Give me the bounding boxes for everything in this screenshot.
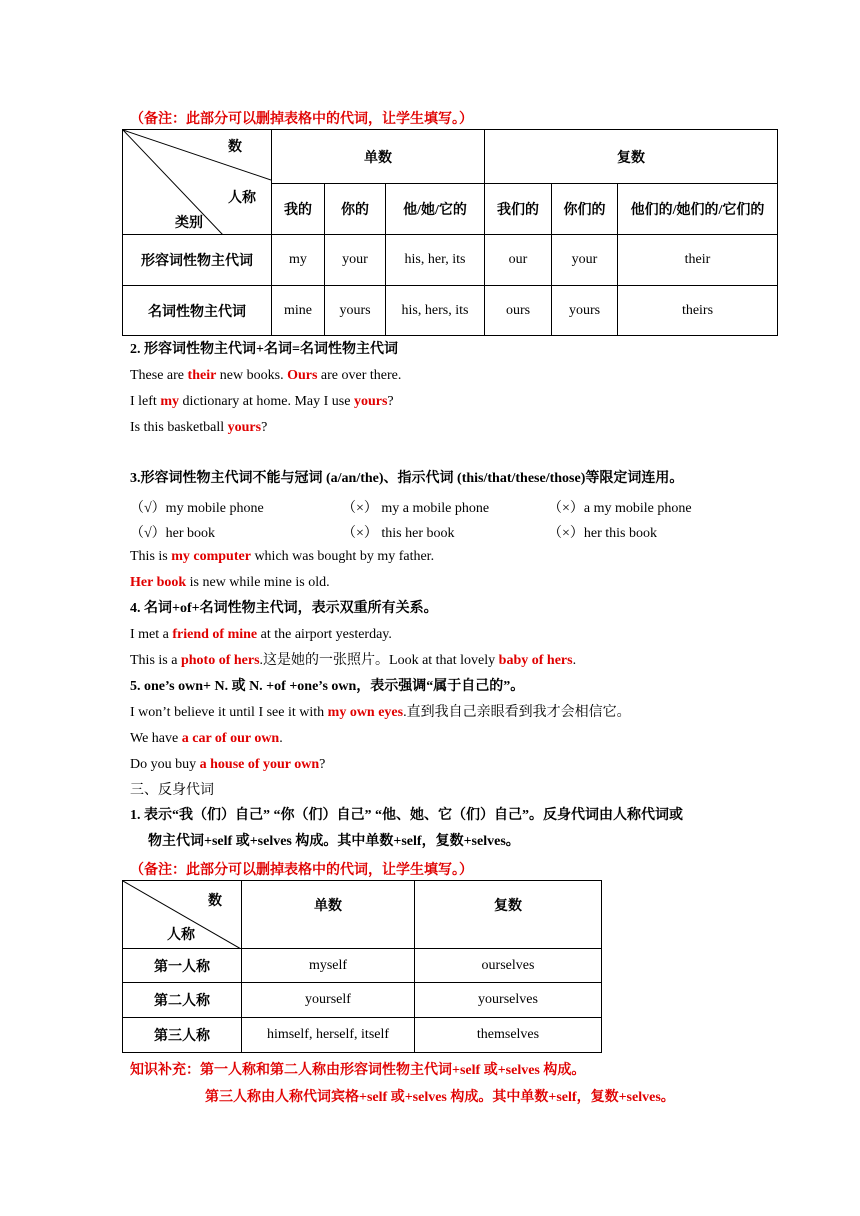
teacher-note: （备注：此部分可以删掉表格中的代词，让学生填写。） [130,112,473,127]
row-label: 第二人称 [123,983,242,1018]
table-row [123,949,602,983]
diagonal-header-cell [123,130,272,235]
row-label: 形容词性物主代词 [123,235,272,286]
header-person: 人称 [167,928,195,943]
table-cell: yourselves [415,983,602,1018]
person-cell: 你们的 [552,184,618,235]
person-cell: 我的 [272,184,325,235]
header-person: 人称 [228,191,256,206]
example-sentence: Is this basketball yours? [130,420,268,435]
example-sentence: We have a car of our own. [130,731,283,746]
table-cell: theirs [618,286,778,336]
table-cell: their [618,235,778,286]
row-label: 第一人称 [123,949,242,983]
person-cell: 他们的/她们的/它们的 [618,184,778,235]
header-plural: 复数 [485,130,778,184]
header-singular: 单数 [242,881,415,949]
table-row [123,286,778,336]
table-cell: his, her, its [386,235,485,286]
supplement-line-1: 知识补充：第一人称和第二人称由形容词性物主代词+self 或+selves 构成。 [130,1063,586,1078]
usage-option: （×） my a mobile phone [342,501,490,516]
example-sentence: These are their new books. Ours are over there. [130,368,402,383]
header-number: 数 [228,140,242,155]
usage-option: （×）a my mobile phone [548,501,692,516]
teacher-note: （备注：此部分可以删掉表格中的代词，让学生填写。） [130,863,473,878]
row-label: 第三人称 [123,1018,242,1053]
usage-option: （√）her book [130,526,216,541]
table-cell: his, hers, its [386,286,485,336]
supplement-line-2: 第三人称由人称代词宾格+self 或+selves 构成。其中单数+self，复数+selves。 [205,1090,675,1105]
header-plural: 复数 [415,881,602,949]
example-sentence: This is my computer which was bought by my father. [130,549,435,564]
example-sentence: I won’t believe it until I see it with my own eyes.直到我自己亲眼看到我才会相信它。 [130,705,631,720]
table-cell: ourselves [415,949,602,983]
section-3-heading: 3.形容词性物主代词不能与冠词 (a/an/the)、指示代词 (this/that/these/those)等限定词连用。 [130,471,684,486]
section-4-heading: 4. 名词+of+名词性物主代词，表示双重所有关系。 [130,601,438,616]
table-cell: our [485,235,552,286]
header-number: 数 [208,894,222,909]
table-cell: mine [272,286,325,336]
table-row [123,983,602,1018]
person-cell: 他/她/它的 [386,184,485,235]
row-label: 名词性物主代词 [123,286,272,336]
usage-option: （√）my mobile phone [130,501,264,516]
example-sentence: Her book is new while mine is old. [130,575,330,590]
table-cell: yours [552,286,618,336]
table-cell: themselves [415,1018,602,1053]
example-sentence: Do you buy a house of your own? [130,757,326,772]
header-category: 类别 [175,216,203,231]
possessive-pronoun-table [122,129,778,336]
table-row [123,1018,602,1053]
reflexive-rule-line-2: 物主代词+self 或+selves 构成。其中单数+self，复数+selves。 [148,834,520,849]
example-sentence: I met a friend of mine at the airport yesterday. [130,627,392,642]
reflexive-rule-line-1: 1. 表示“我（们）自己” “你（们）自己” “他、她、它（们）自己”。反身代词由人称代词或 [130,808,683,823]
table-row [123,235,778,286]
table-cell: your [552,235,618,286]
person-cell: 我们的 [485,184,552,235]
example-sentence: I left my dictionary at home. May I use yours? [130,394,394,409]
table-cell: himself, herself, itself [242,1018,415,1053]
section-title-reflexive: 三、反身代词 [130,783,214,798]
table-cell: yours [325,286,386,336]
diagonal-header-cell [123,881,242,949]
reflexive-pronoun-table [122,880,602,1053]
header-singular: 单数 [272,130,485,184]
person-cell: 你的 [325,184,386,235]
table-cell: myself [242,949,415,983]
table-cell: my [272,235,325,286]
table-cell: your [325,235,386,286]
example-sentence: This is a photo of hers.这是她的一张照片。Look at that lovely baby of hers. [130,653,577,668]
section-2-heading: 2. 形容词性物主代词+名词=名词性物主代词 [130,342,398,357]
table-cell: yourself [242,983,415,1018]
usage-option: （×） this her book [342,526,455,541]
section-5-heading: 5. one’s own+ N. 或 N. +of +one’s own，表示强调“属于自己的”。 [130,679,525,694]
table-cell: ours [485,286,552,336]
usage-option: （×）her this book [548,526,657,541]
